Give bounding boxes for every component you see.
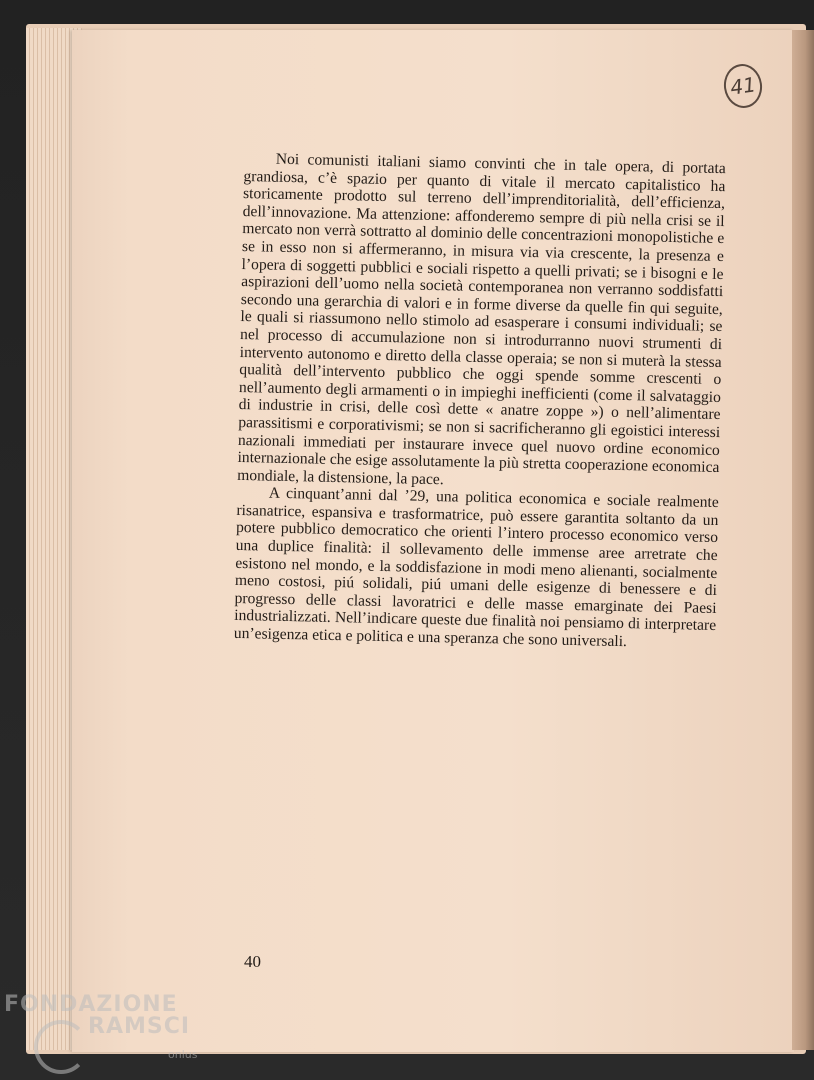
paragraph-1: Noi comunisti italiani siamo convinti che in tale opera, di portata grandiosa, c’è spazio per quanto di vitale il mercato capitalistico ha storicamente prodotto sul terreno dell’imprenditorialità, dell’efficienza, dell’innovazione. Ma attenzione: affonderemo sempre di più nella crisi se il mercato non verrà sottratto al dominio delle concentrazioni monopolistiche e se in esso non si affermeranno, in misura via via crescente, la presenza e l’opera di soggetti pubblici e sociali rispetto a quelli privati; se i bisogni e le aspirazioni dell’uomo nella società contemporanea non verranno soddisfatti secondo una gerarchia di valori e in forme diverse da quelle fin qui seguite, le quali si riassumono nello stimolo ad esasperare i consumi individuali; se nel processo di accumulazione non si introdurranno nuovi strumenti di intervento autonomo e diretto della classe operaia; se non si muterà la stessa qualità dell’intervento pubblico che oggi spende somme crescenti o nell’aumento degli armamenti o in impieghi inefficienti (come il salvataggio di industrie in crisi, delle così dette « anatre zoppe ») o nell’alimentare parassitismi e corporativismi; se non si sacrificheranno gli egoistici interessi nazionali immediati per instaurare invece quel nuovo ordine economico internazionale che esige assolutamente la più stretta cooperazione economica mondiale, la distensione, la pace. <box>237 150 726 488</box>
watermark-g-logo-icon <box>34 1020 88 1074</box>
watermark-line-3: onlus <box>168 1048 198 1061</box>
book-binding-edge <box>792 30 814 1050</box>
watermark-line-1: FONDAZIONE <box>4 992 178 1017</box>
folio-number-text: 41 <box>728 72 758 100</box>
fondazione-gramsci-watermark <box>4 992 214 1072</box>
watermark-line-2: RAMSCI <box>88 1014 191 1039</box>
page-number: 40 <box>244 952 261 971</box>
body-text <box>234 150 726 653</box>
paragraph-2: A cinquant’anni dal ’29, una politica economica e sociale realmente risanatrice, espansiva e trasformatrice, può essere garantita soltanto da un potere pubblico democratico che orienti l’intero processo economico verso una duplice finalità: il sollevamento delle immense aree arretrate che esistono nel mondo, e la soddisfazione in modi meno alienanti, socialmente meno costosi, piú solidali, piú umani delle esigenze di benessere e di progresso delle classi lavoratrici e delle masse emarginate dei Paesi industrializzati. Nell’indicare queste due finalità noi pensiamo di interpretare un’esigenza etica e politica e una speranza che sono universali. <box>233 484 719 651</box>
